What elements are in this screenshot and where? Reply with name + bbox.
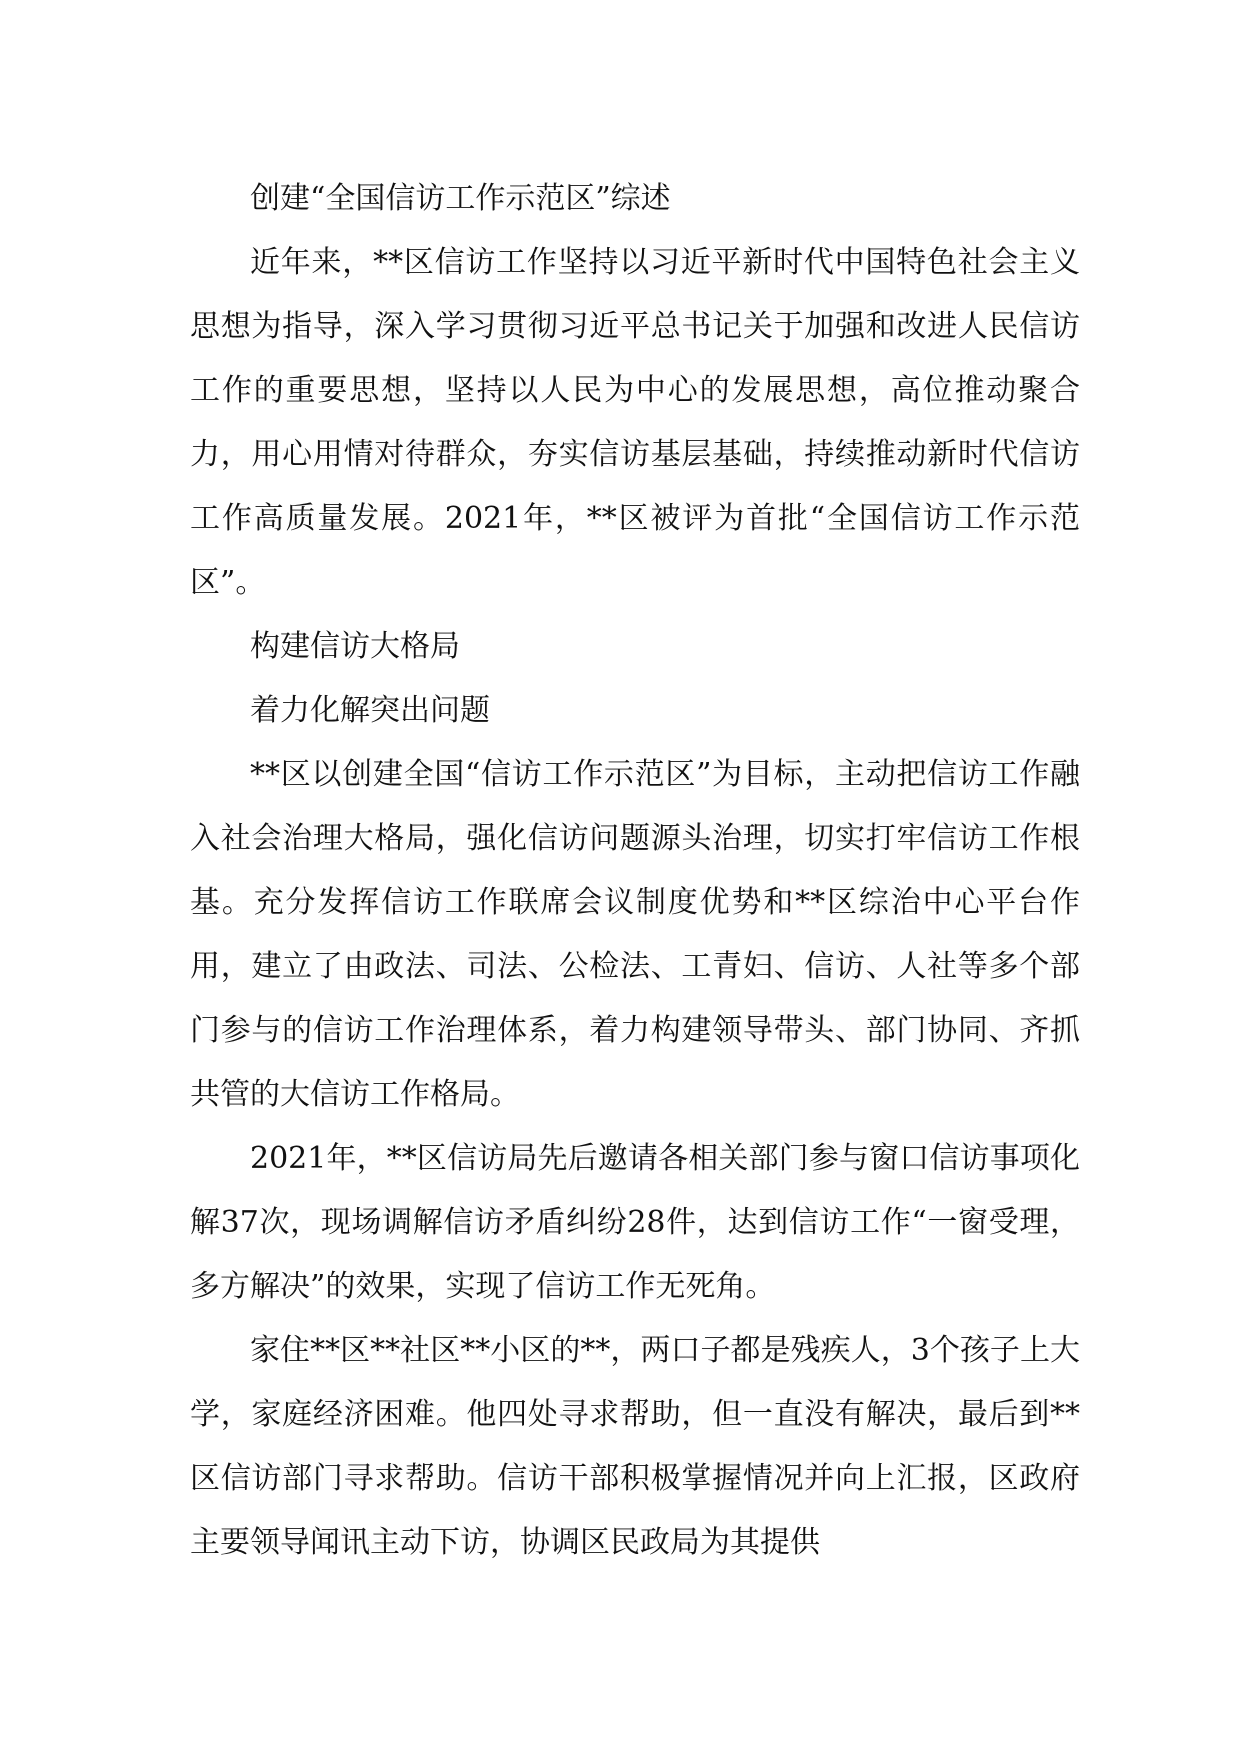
section-heading-2: 着力化解突出问题 <box>250 693 490 728</box>
section-paragraph-3: 家住**区**社区**小区的**，两口子都是残疾人，3个孩子上大学，家庭经济困难。他四处寻求帮助，但一直没有解决，最后到**区信访部门寻求帮助。信访干部积极掌握情况并向上汇报，区政府主要领导闻讯主动下访，协调区民政局为其提供 <box>190 1333 1080 1560</box>
section-paragraph-2: 2021年，**区信访局先后邀请各相关部门参与窗口信访事项化解37次，现场调解信访矛盾纠纷28件，达到信访工作“一窗受理，多方解决”的效果，实现了信访工作无死角。 <box>190 1141 1080 1304</box>
section-heading-1: 构建信访大格局 <box>250 629 460 664</box>
section-paragraph-1: **区以创建全国“信访工作示范区”为目标，主动把信访工作融入社会治理大格局，强化信访问题源头治理，切实打牢信访工作根基。充分发挥信访工作联席会议制度优势和**区综治中心平台作用，建立了由政法、司法、公检法、工青妇、信访、人社等多个部门参与的信访工作治理体系，着力构建领导带头、部门协同、齐抓共管的大信访工作格局。 <box>190 757 1080 1112</box>
document-body <box>190 167 1080 1575</box>
document-title: 创建“全国信访工作示范区”综述 <box>250 181 671 216</box>
intro-paragraph: 近年来，**区信访工作坚持以习近平新时代中国特色社会主义思想为指导，深入学习贯彻习近平总书记关于加强和改进人民信访工作的重要思想，坚持以人民为中心的发展思想，高位推动聚合力，用心用情对待群众，夯实信访基层基础，持续推动新时代信访工作高质量发展。2021年，**区被评为首批“全国信访工作示范区”。 <box>190 245 1080 600</box>
